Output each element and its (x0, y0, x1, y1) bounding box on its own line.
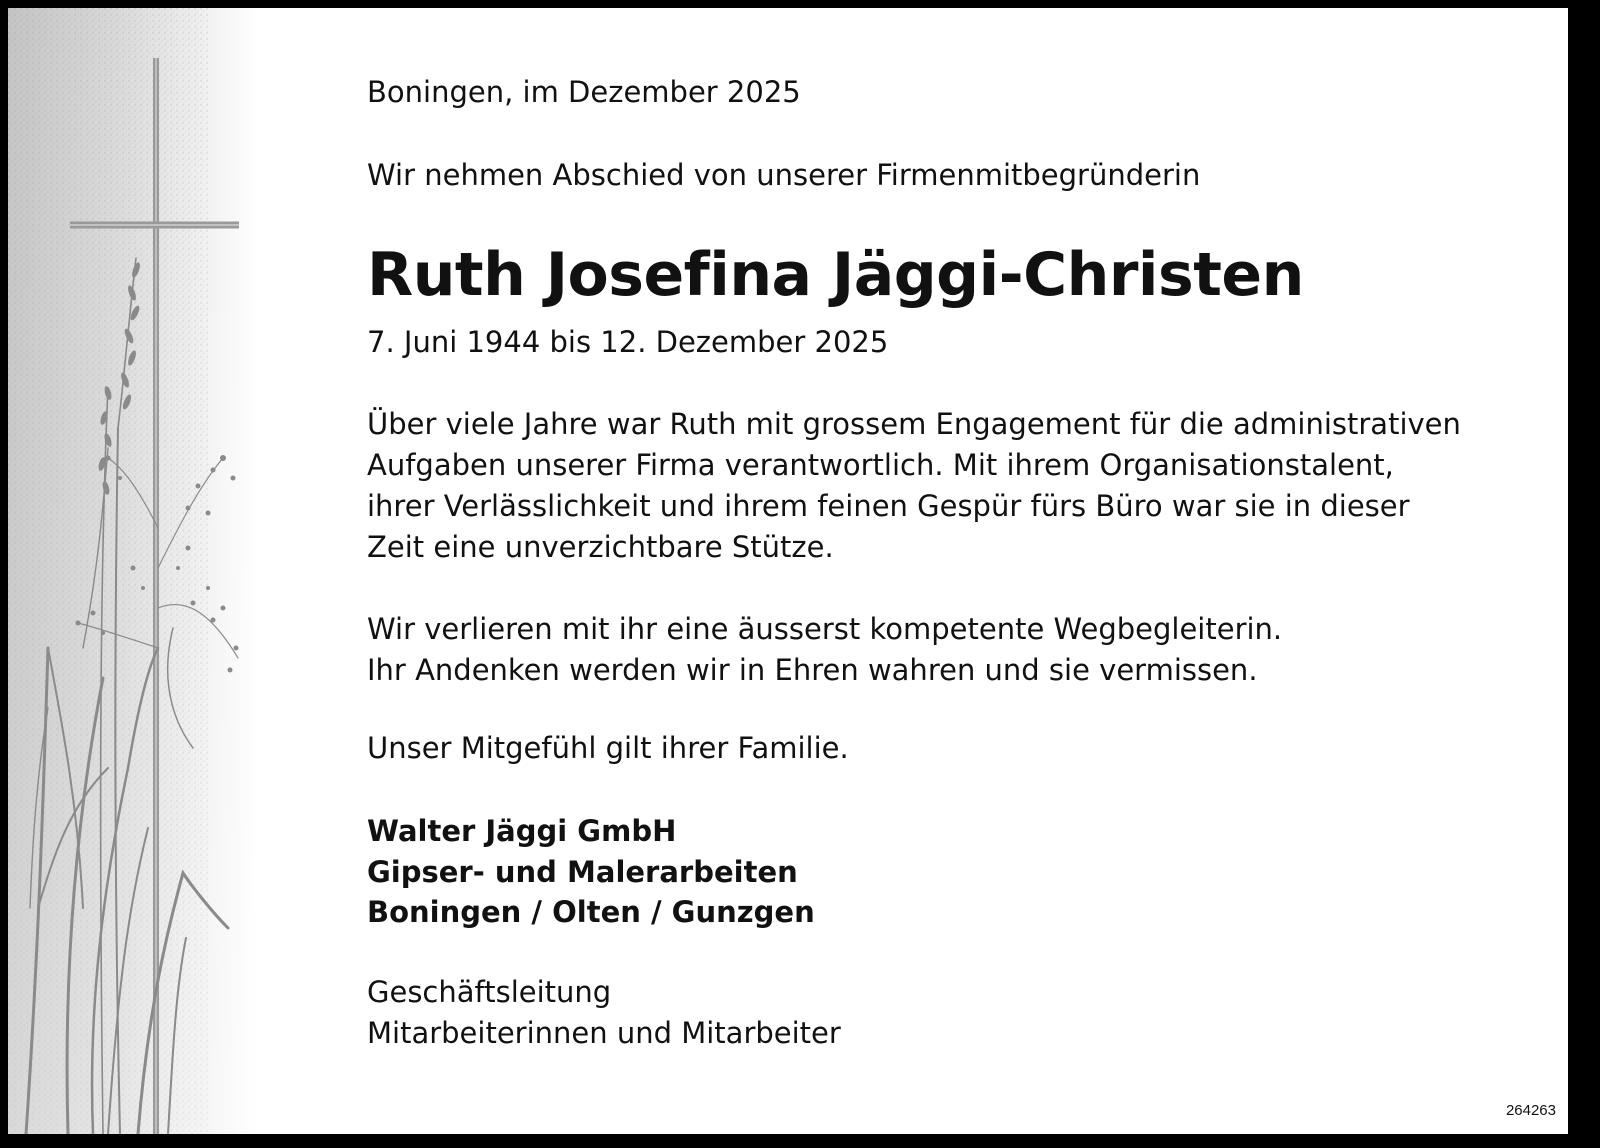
reference-number: 264263 (1505, 1102, 1556, 1119)
text-line: Ihr Andenken werden wir in Ehren wahren und sie vermissen. (367, 653, 1258, 687)
life-dates: 7. Juni 1944 bis 12. Dezember 2025 (367, 325, 889, 359)
company-signature (367, 811, 815, 933)
tribute-paragraph (367, 404, 1461, 568)
sympathy-line: Unser Mitgefühl gilt ihrer Familie. (367, 731, 849, 765)
signatory-staff: Mitarbeiterinnen und Mitarbeiter (367, 1015, 841, 1050)
signatories (367, 972, 841, 1053)
farewell-paragraph (367, 609, 1282, 691)
text-line: ihrer Verlässlichkeit und ihrem feinen Gespür fürs Büro war sie in dieser (367, 489, 1410, 523)
company-trade: Gipser- und Malerarbeiten (367, 854, 798, 889)
obituary-notice (8, 8, 1568, 1134)
text-line: Aufgaben unserer Firma verantwortlich. Mit ihrem Organisationstalent, (367, 448, 1394, 482)
text-line: Wir verlieren mit ihr eine äusserst kompetente Wegbegleiterin. (367, 612, 1283, 646)
text-line: Zeit eine unverzichtbare Stütze. (367, 530, 834, 564)
deceased-name: Ruth Josefina Jäggi-Christen (367, 240, 1304, 310)
text-line: Über viele Jahre war Ruth mit grossem Engagement für die administrativen (367, 407, 1461, 441)
intro-line: Wir nehmen Abschied von unserer Firmenmitbegründerin (367, 158, 1201, 192)
company-locations: Boningen / Olten / Gunzgen (367, 895, 815, 929)
cross-and-grass-artwork (8, 8, 258, 1134)
signatory-management: Geschäftsleitung (367, 975, 612, 1009)
place-and-date: Boningen, im Dezember 2025 (367, 75, 801, 109)
company-name: Walter Jäggi GmbH (367, 814, 677, 848)
